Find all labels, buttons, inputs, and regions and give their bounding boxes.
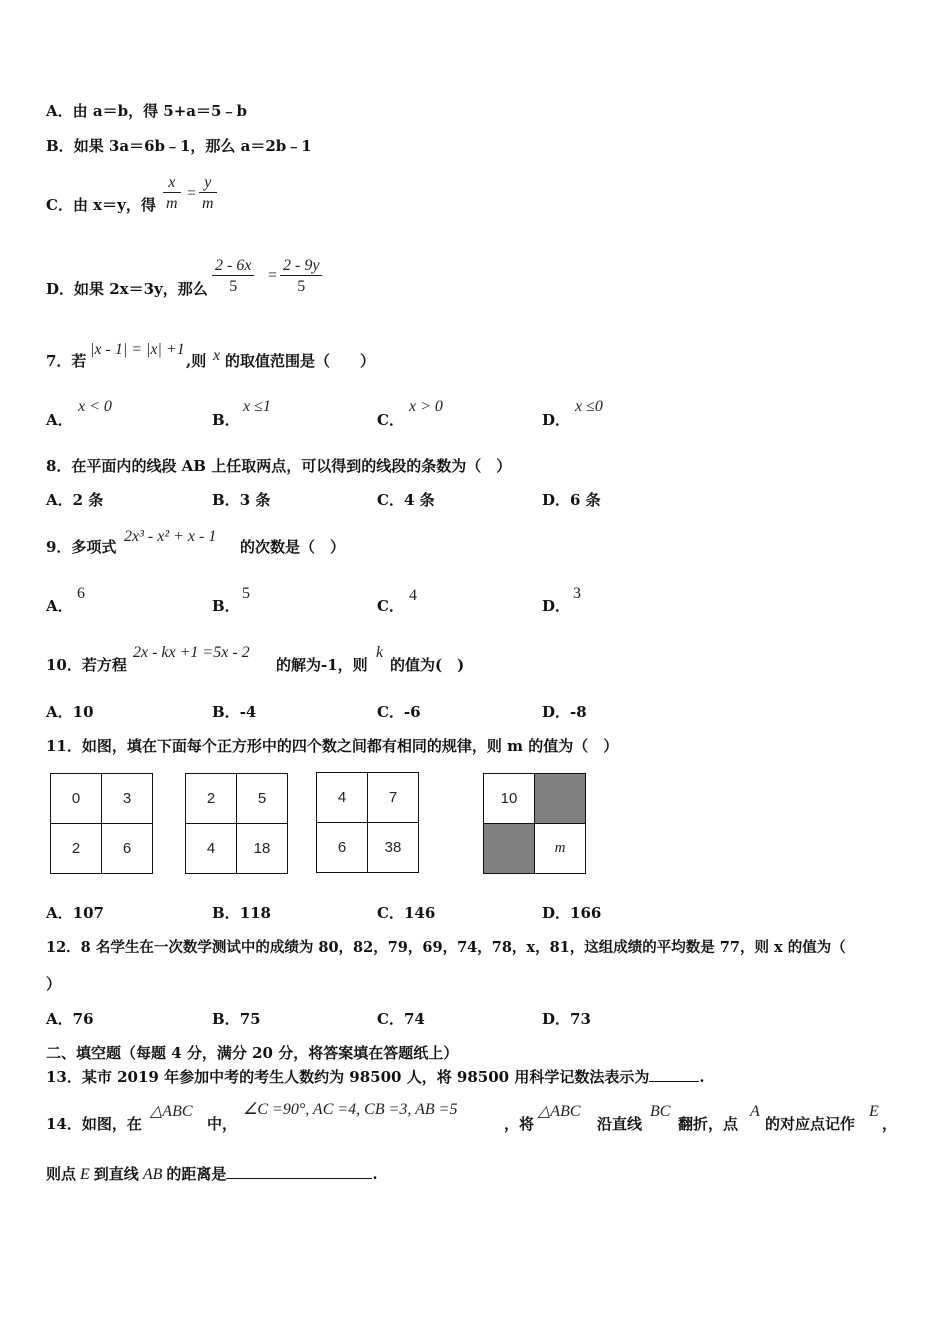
option-label: D． [542,703,571,721]
option-text: 74 [403,1010,425,1028]
q14-text: 翻折，点 [678,1115,739,1133]
denominator: m [166,195,178,213]
q13-end: . [699,1068,705,1086]
option-label: C． [377,491,404,509]
option-text: 3 条 [239,491,271,509]
q14-math: △ABC [150,1103,193,1120]
q9-option-label: D． [542,597,571,615]
option-label: B． [212,1010,240,1028]
option-label: B． [212,904,240,922]
option-text: 由 x＝y，得 [72,196,156,214]
q7-option-label: A． [46,411,73,429]
numerator: y [204,174,212,191]
shaded-cell [535,774,586,824]
q7-option-label: D． [542,411,571,429]
equals-sign: = [187,185,197,202]
q14-text: 中， [207,1115,238,1133]
option-label: C． [377,904,404,922]
fraction-x-over-m [163,174,181,214]
square-cell: 4 [186,824,237,874]
q7-variable: x [213,347,221,364]
q10-equation: 2x - kx +1 =5x - 2 [133,644,250,661]
q14-math: BC [650,1103,671,1120]
unknown-m-cell: m [535,824,586,874]
q12-option [212,1012,261,1027]
option-text: 6 条 [570,491,601,509]
option-label: A． [46,1010,73,1028]
numerator: 2 - 6x [212,257,254,276]
option-text: -8 [570,703,587,721]
square-cell: 4 [317,773,368,823]
square-cell: 6 [102,824,153,874]
option-text: -6 [403,703,421,721]
q8-option [46,493,103,508]
square-cell: 5 [237,774,288,824]
q9-option-value: 3 [573,585,581,602]
q14-math: E [869,1103,879,1120]
q14-conditions: ∠C =90°, AC =4, CB =3, AB =5 [243,1101,458,1118]
q14-line2 [46,1167,378,1183]
option-text: 10 [72,703,94,721]
q14-math: E [80,1166,90,1183]
denominator: 5 [297,278,306,296]
option-text: 118 [239,904,271,922]
q14-text: ，将 [504,1115,535,1133]
q8-stem: 8．在平面内的线段 AB 上任取两点，可以得到的线段的条数为（ ） [46,457,512,475]
q10-option [542,705,587,720]
q9-option-value: 6 [77,585,85,602]
q7-equation: |x - 1| = |x| +1 [90,341,185,358]
option-label: D． [542,904,571,922]
q14-math: AB [142,1166,163,1183]
q10-mid: 的解为-1，则 [276,656,368,674]
q9-polynomial: 2x³ - x² + x - 1 [124,528,217,545]
q14-text: 14．如图，在 [46,1115,142,1133]
fraction-2-6x-over-5 [212,257,254,297]
denominator: 5 [229,278,238,296]
shaded-cell [484,824,535,874]
q8-option [542,493,601,508]
q14-text: 则点 [46,1165,77,1183]
option-text: 如果 2x＝3y，那么 [74,280,208,298]
option-label: A． [46,102,73,120]
q9-suffix: 的次数是（ ） [240,538,346,556]
q9-option-label: B． [212,597,240,615]
q7-mid: ,则 [186,352,207,370]
square-cell: 7 [368,773,419,823]
option-label: A． [46,491,73,509]
q11-stem: 11．如图，填在下面每个正方形中的四个数之间都有相同的规律，则 m 的值为（ ） [46,737,619,755]
q10-variable: k [376,644,384,661]
q11-option [46,906,104,921]
q7-option-math: x > 0 [409,398,443,415]
q9-option-label: A． [46,597,73,615]
fraction-y-over-m [199,174,217,214]
q6-option-d [46,282,208,297]
option-label: C． [46,196,73,214]
square-cell: 38 [368,823,419,873]
q12-option [377,1012,425,1027]
option-label: A． [46,904,73,922]
q12-stem-line2: ） [46,975,62,993]
option-text: 由 a＝b，得 5+a＝5﹣b [72,102,247,120]
square-cell: 2 [186,774,237,824]
option-text: 107 [72,904,104,922]
option-text: 2 条 [72,491,104,509]
square-cell: 2 [51,824,102,874]
number-square-1 [50,773,153,874]
option-text: -4 [239,703,257,721]
option-label: C． [377,703,404,721]
q9-prefix: 9．多项式 [46,538,117,556]
q10-option [212,705,256,720]
option-label: B． [212,491,240,509]
q14-text: 到直线 [93,1165,139,1183]
section-heading: 二、填空题（每题 4 分，满分 20 分，将答案填在答题纸上） [46,1044,459,1062]
q11-option [377,906,435,921]
option-label: D． [542,491,571,509]
q10-option [377,705,421,720]
q12-option [46,1012,94,1027]
q12-stem-line1: 12．8 名学生在一次数学测试中的成绩为 80，82，79，69，74，78，x，81，这组成绩的平均数是 77，则 x 的值为（ [46,939,846,956]
number-square-4 [483,773,586,874]
q13-stem: 13．某市 2019 年参加中考的考生人数约为 98500 人，将 98500 用科学记数法表示为 [46,1068,650,1086]
q8-option [212,493,270,508]
q6-option-a [46,104,247,119]
number-square-3 [316,772,419,873]
square-cell: 10 [484,774,535,824]
q7-option-math: x ≤0 [575,398,603,415]
q7-option-label: B． [212,411,240,429]
q14-text: ， [882,1115,898,1133]
q9-option-label: C． [377,597,404,615]
q7-option-math: x ≤1 [243,398,271,415]
option-text: 4 条 [403,491,435,509]
q7-option-math: x < 0 [78,398,112,415]
q6-option-c [46,198,156,213]
option-label: C． [377,1010,404,1028]
option-text: 166 [570,904,602,922]
q8-option [377,493,435,508]
square-cell: 6 [317,823,368,873]
q10-suffix: 的值为( ) [390,656,465,674]
q14-end: . [372,1165,378,1183]
q9-option-value: 4 [409,587,417,604]
q11-option [542,906,601,921]
q14-math: △ABC [538,1103,581,1120]
option-text: 76 [72,1010,94,1028]
option-text: 如果 3a＝6b﹣1，那么 a＝2b﹣1 [73,137,312,155]
q7-prefix: 7．若 [46,352,87,370]
q14-text: 沿直线 [597,1115,643,1133]
fraction-2-9y-over-5 [280,257,322,297]
q10-prefix: 10．若方程 [46,656,127,674]
option-text: 73 [570,1010,591,1028]
q14-math: A [750,1103,760,1120]
denominator: m [202,195,214,213]
option-label: B． [46,137,74,155]
q7-option-label: C． [377,411,404,429]
numerator: 2 - 9y [280,257,322,276]
q14-text: 的对应点记作 [765,1115,856,1133]
option-label: B． [212,703,240,721]
option-text: 75 [239,1010,261,1028]
answer-blank[interactable] [226,1178,372,1179]
square-cell: 18 [237,824,288,874]
option-label: A． [46,703,73,721]
answer-blank[interactable] [649,1081,699,1082]
q12-option [542,1012,591,1027]
square-cell: 0 [51,774,102,824]
equals-sign: = [268,267,278,284]
option-label: D． [46,280,75,298]
q14-text: 的距离是 [166,1165,227,1183]
numerator: x [168,174,176,191]
q13 [46,1070,705,1085]
number-square-2 [185,773,288,874]
q11-option [212,906,271,921]
q9-option-value: 5 [242,585,250,602]
square-cell: 3 [102,774,153,824]
q10-option [46,705,94,720]
q7-suffix: 的取值范围是（ ） [225,352,376,370]
option-text: 146 [403,904,436,922]
q6-option-b [46,139,312,154]
option-label: D． [542,1010,571,1028]
